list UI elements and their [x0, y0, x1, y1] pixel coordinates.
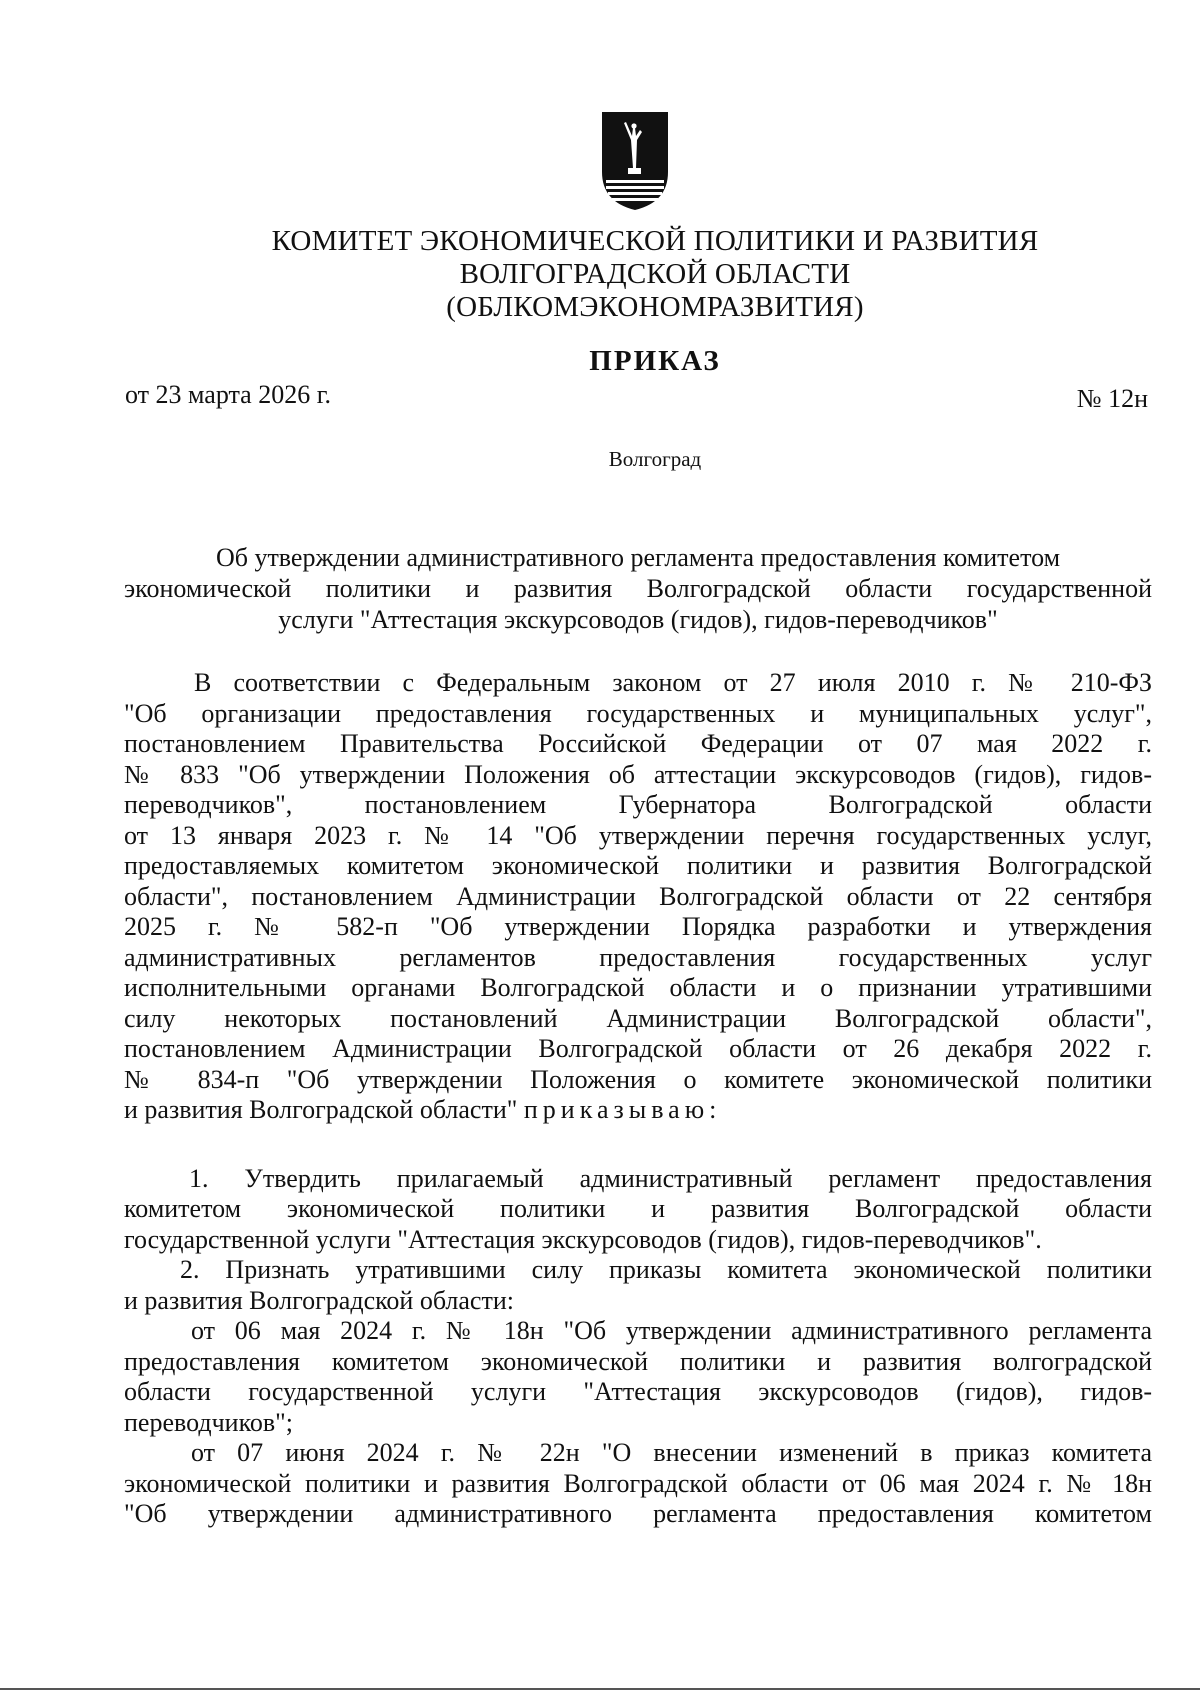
preamble-line: области", постановлением Администрации Волгоградской области от 22 сентября [124, 881, 1152, 911]
coat-of-arms [600, 110, 670, 212]
order-line: от 07 июня 2024 г. № 22н "О внесении изменений в приказ комитета [191, 1438, 1152, 1467]
repealed-order-18n [124, 1316, 1152, 1438]
repealed-order-22n [124, 1438, 1152, 1530]
order-number: № 12н [1076, 384, 1148, 413]
committee-line: ВОЛГОГРАДСКОЙ ОБЛАСТИ [459, 258, 851, 290]
preamble-line: силу некоторых постановлений Администрации Волгоградской области", [124, 1003, 1152, 1033]
subject-line: Об утверждении административного регламента предоставления комитетом [215, 543, 1061, 572]
volgograd-coat-of-arms-icon [600, 110, 670, 212]
preamble-line: исполнительными органами Волгоградской области и о признании утратившими [124, 973, 1152, 1002]
order-subject [124, 542, 1152, 635]
city: Волгоград [608, 447, 702, 471]
item-line: комитетом экономической политики и развития Волгоградской области [124, 1194, 1152, 1223]
subject-line: услуги "Аттестация экскурсоводов (гидов), гидов-переводчиков" [278, 605, 998, 634]
preamble-line: 2025 г. № 582-п "Об утверждении Порядка разработки и утверждения [124, 912, 1152, 941]
subject-line: экономической политики и развития Волгоградской области государственной [124, 574, 1152, 603]
preamble-line: № 834-п "Об утверждении Положения о комитете экономической политики [124, 1064, 1152, 1094]
preamble-line: переводчиков", постановлением Губернатора Волгоградской области [124, 790, 1152, 819]
order-line: переводчиков"; [124, 1407, 293, 1437]
preamble-line: предоставляемых комитетом экономической политики и развития Волгоградской [124, 851, 1152, 880]
document-type-title: ПРИКАЗ [589, 345, 721, 377]
preamble-line: административных регламентов предоставления государственных услуг [124, 942, 1152, 972]
item-2 [124, 1255, 1152, 1316]
committee-name [150, 225, 1160, 324]
preamble-last-text: и развития Волгоградской области" [124, 1095, 518, 1124]
page-bottom-rule [0, 1688, 1200, 1690]
item-line: государственной услуги "Аттестация экскурсоводов (гидов), гидов-переводчиков". [124, 1224, 1042, 1254]
preamble-line: В соответствии с Федеральным законом от 27 июля 2010 г. № 210-ФЗ [194, 668, 1152, 697]
preamble-line: "Об организации предоставления государственных и муниципальных услуг", [124, 698, 1152, 728]
item-line: 1. Утвердить прилагаемый административный регламент предоставления [189, 1163, 1152, 1193]
preamble-paragraph [124, 668, 1152, 1126]
preamble-line: постановлением Правительства Российской Федерации от 07 мая 2022 г. [124, 729, 1152, 758]
preamble-line: от 13 января 2023 г. № 14 "Об утверждении перечня государственных услуг, [124, 820, 1152, 850]
order-line: от 06 мая 2024 г. № 18н "Об утверждении административного регламента [191, 1316, 1152, 1345]
directive-word: приказываю: [523, 1095, 722, 1124]
preamble-line: постановлением Администрации Волгоградской области от 26 декабря 2022 г. [124, 1034, 1152, 1063]
order-body [124, 668, 1152, 1530]
committee-line: (ОБЛКОМЭКОНОМРАЗВИТИЯ) [446, 291, 864, 323]
order-line: "Об утверждении административного регламента предоставления комитетом [124, 1499, 1152, 1528]
committee-line: КОМИТЕТ ЭКОНОМИЧЕСКОЙ ПОЛИТИКИ И РАЗВИТИЯ [271, 225, 1039, 257]
preamble-line [124, 1095, 1152, 1126]
order-line: области государственной услуги "Аттестация экскурсоводов (гидов), гидов- [124, 1377, 1152, 1406]
order-line: экономической политики и развития Волгоградской области от 06 мая 2024 г. № 18н [124, 1468, 1152, 1498]
item-1 [124, 1164, 1152, 1256]
order-date: от 23 марта 2026 г. [125, 380, 331, 409]
item-line: 2. Признать утратившими силу приказы комитета экономической политики [180, 1255, 1152, 1284]
preamble-line: № 833 "Об утверждении Положения об аттестации экскурсоводов (гидов), гидов- [124, 759, 1152, 789]
item-line: и развития Волгоградской области: [124, 1285, 514, 1315]
order-line: предоставления комитетом экономической политики и развития волгоградской [124, 1346, 1152, 1376]
